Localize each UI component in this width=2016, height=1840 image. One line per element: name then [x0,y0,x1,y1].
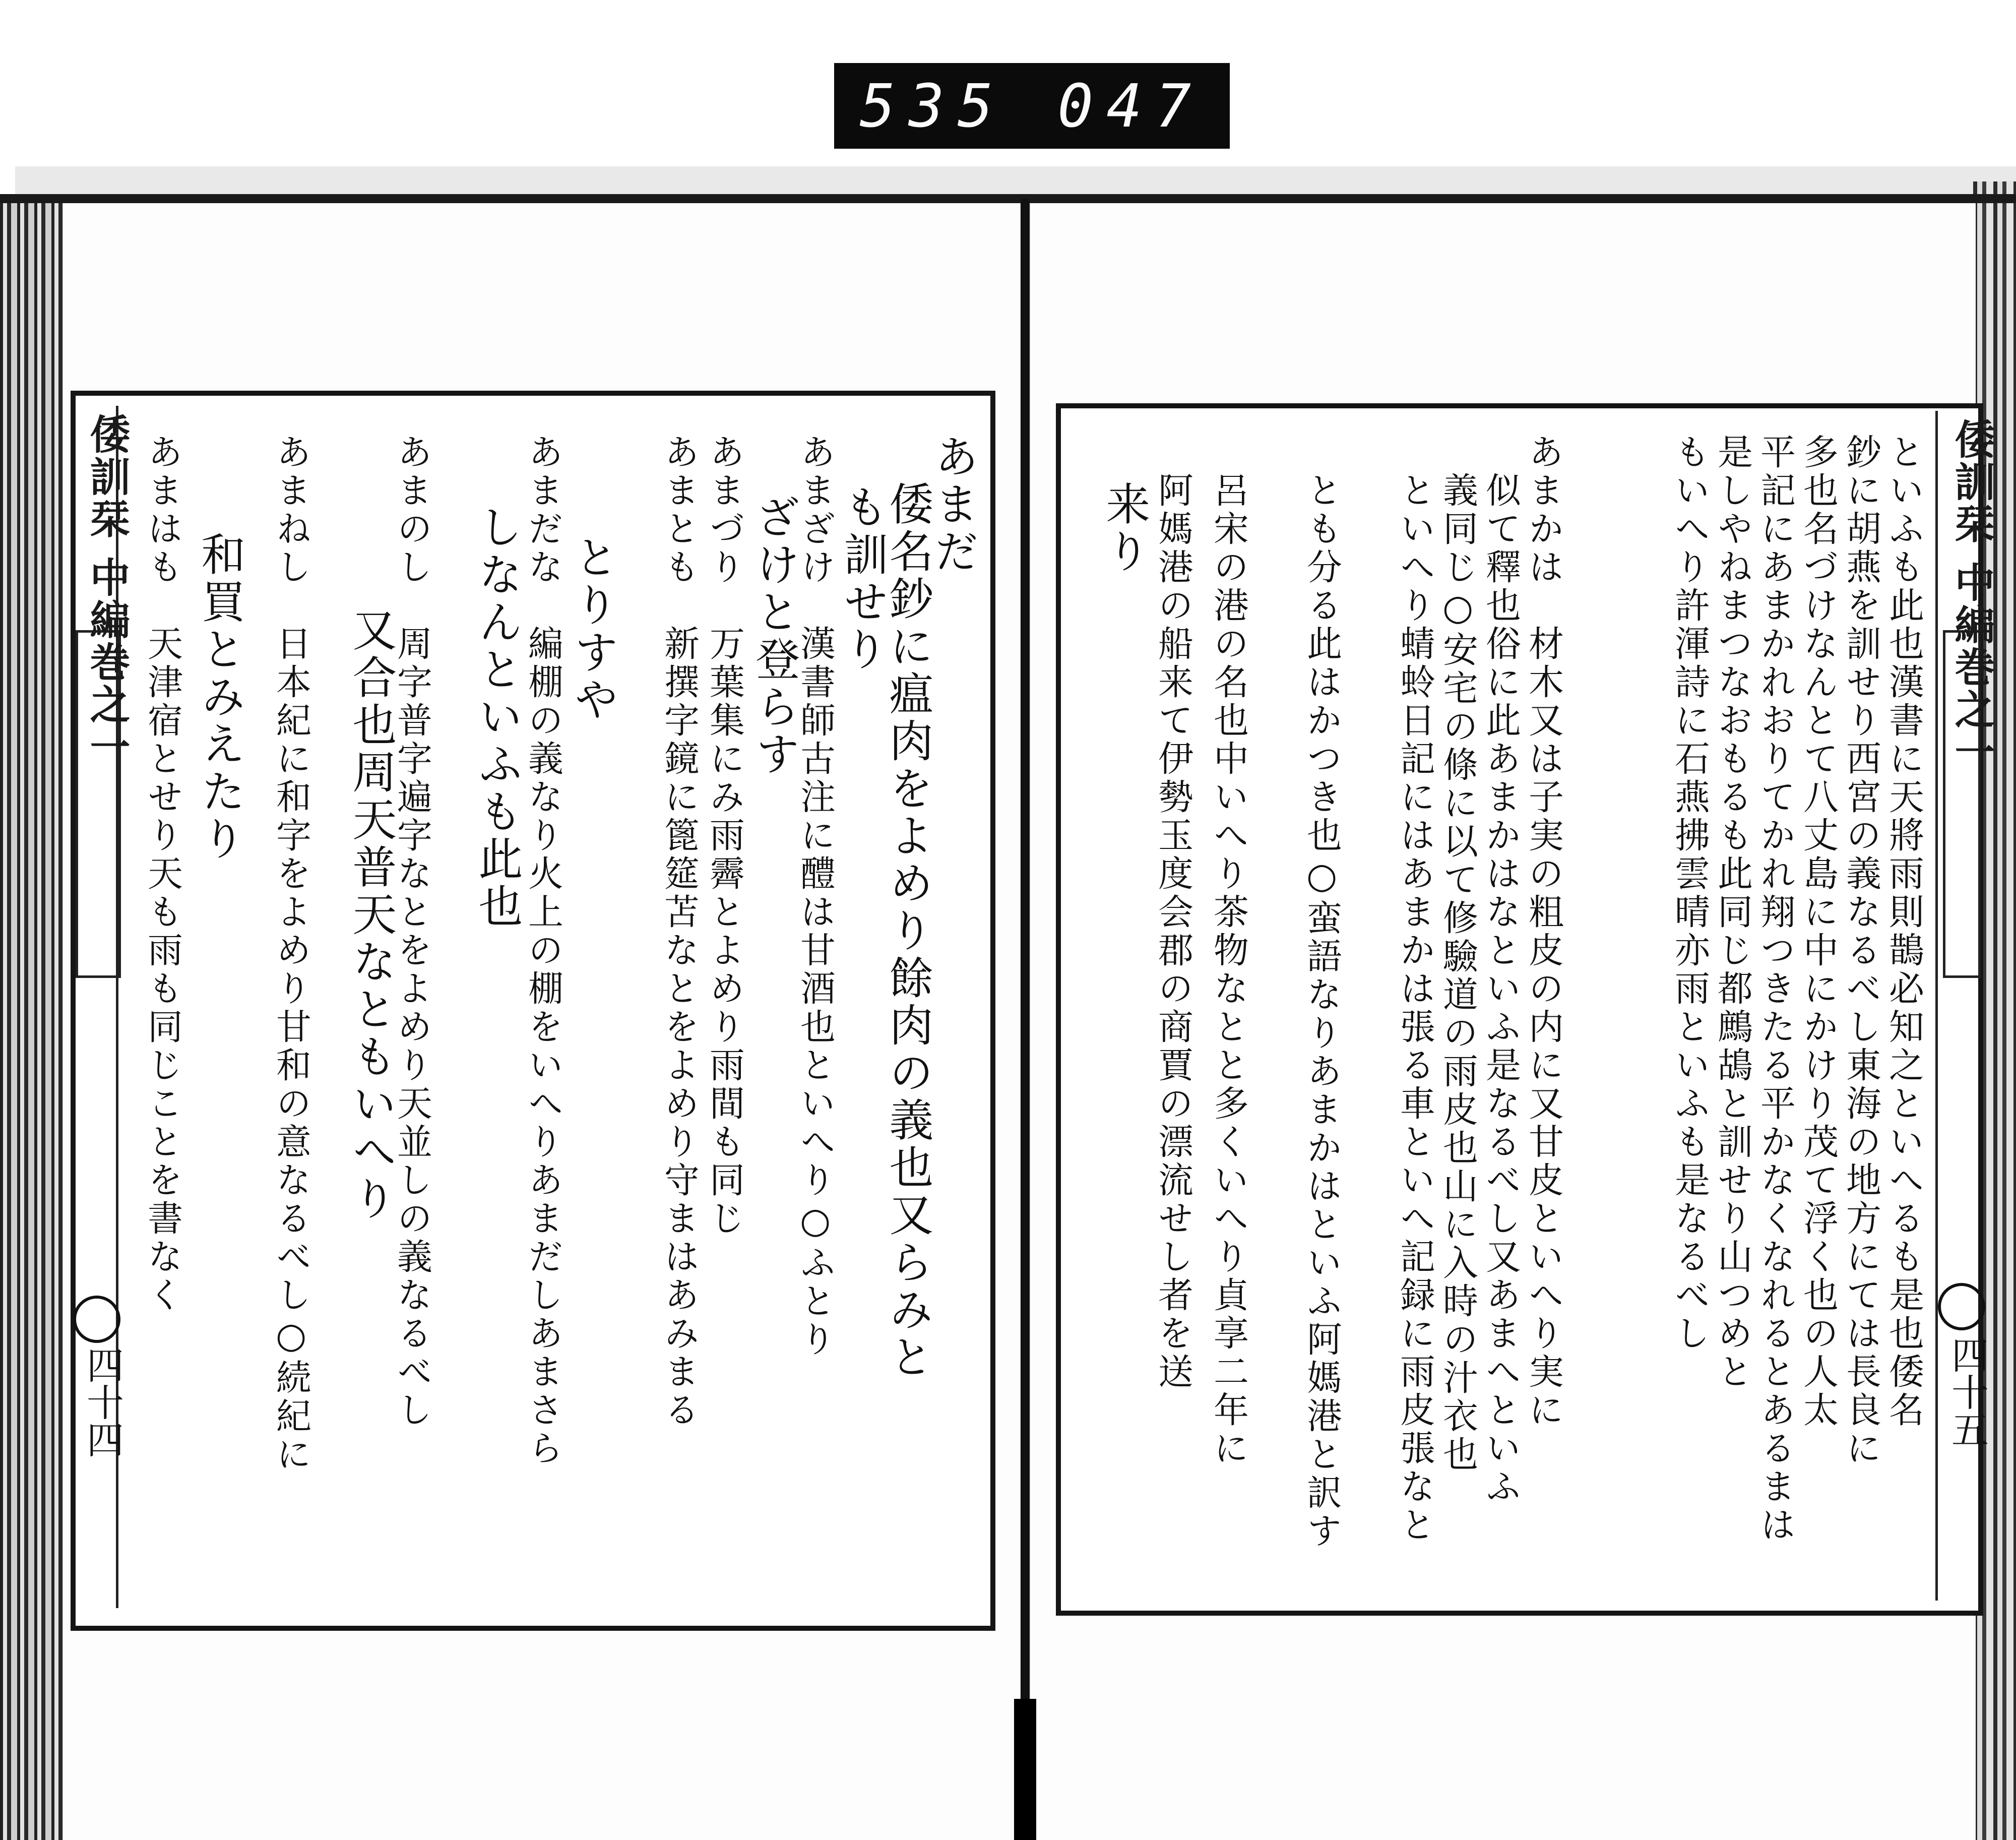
left-col-7: あまとも 新撰字鏡に篦筵苫なとをよめり守まはあみまる [658,434,700,1430]
left-col-3: も訓せり [837,484,889,673]
left-col-2: 倭名鈔に瘟肉をよめり餘肉の義也又らみと [882,434,934,1381]
left-folio-circle [73,1296,120,1343]
right-col-12: 呂宋の港の名也中いへり茶物なとと多くいへり貞享二年に [1208,434,1249,1468]
left-margin-title: 倭訓栞 中編巻之一 [83,413,131,768]
left-col-1: あまだ [927,434,980,576]
right-margin-title: 倭訓栞 中編巻之一 [1948,418,1995,773]
right-margin-rule [1935,411,1938,1601]
right-col-7: あまかは 材木又は子実の粗皮の内に又甘皮といへり実に [1523,434,1564,1430]
page-top-edge [0,194,2016,203]
roll-number: 535 [859,71,1006,141]
book-left-edge [0,197,73,1840]
right-col-13: 阿媽港の船来て伊勢玉度会郡の商賈の漂流せし者を送 [1152,434,1194,1391]
left-col-9: あまだな 編棚の義なり火上の棚をいへりあまだしあまさら [522,434,564,1468]
right-col-4: 平記にあまかれおりてかれ翔つきたる平かなくなれるとあるまは [1754,434,1796,1545]
left-col-4: あまざけ 漢書師古注に醴は甘酒也といへり○ふとり [794,434,836,1359]
right-col-8: 似て釋也俗に此あまかはなといふ是なるべし又あまへといふ [1480,434,1522,1506]
left-col-8: とりすや [567,534,619,724]
left-col-11: あまのし 周字普字遍字なとをよめり天並しの義なるべし [391,434,433,1430]
book-gutter [1021,199,1030,1840]
right-col-5: 是しやねまつなおもるも此同じ都鷓鴣と訓せり山つめと [1712,434,1753,1391]
left-col-6: あまづり 万葉集にみ雨霽とよめり雨間も同じ [704,434,745,1238]
right-folio-number: 四十五 [1945,1336,1989,1448]
right-col-14: 来り [1099,434,1151,576]
left-col-12: 又合也周天普天なともいへり [345,560,398,1223]
right-col-2: 鈔に胡燕を訓せり西宮の義なるべし東海の地方にては長良に [1840,434,1882,1468]
frame-number: 047 [1057,71,1205,141]
left-col-14: 和買とみえたり [194,484,246,863]
right-col-11: とも分る此はかつき也○蛮語なりあまかはといふ阿媽港と訳す [1301,434,1343,1551]
right-col-1: といふも此也漢書に天將雨則鵲必知之といへるも是也倭名 [1883,434,1925,1430]
left-folio-number: 四十四 [81,1346,124,1458]
gutter-shadow [1014,1699,1036,1840]
right-col-3: 多也名づけなんとて八丈島に中にかけり茂て浮く也の人太 [1797,434,1839,1430]
left-col-10: しなんといふも此也 [471,504,524,931]
right-col-6: もいへり許渾詩に石燕拂雲晴亦雨といふも是なるべし [1669,434,1711,1353]
right-col-9: 義同じ○安宅の條に以て修驗道の雨皮也山に入時の汁衣也 [1437,434,1479,1474]
film-frame-label [834,63,1230,149]
right-col-10: といへり蜻蛉日記にはあまかは張る車といへ記録に雨皮張なと [1394,434,1436,1545]
left-col-5: ざけと登らす [748,494,801,778]
left-col-15: あまはも 天津宿とせり天も雨も同じことを書なく [142,434,183,1315]
right-folio-circle [1938,1283,1985,1330]
left-col-13: あまねし 日本紀に和字をよめり甘和の意なるべし○続紀に [270,434,312,1474]
